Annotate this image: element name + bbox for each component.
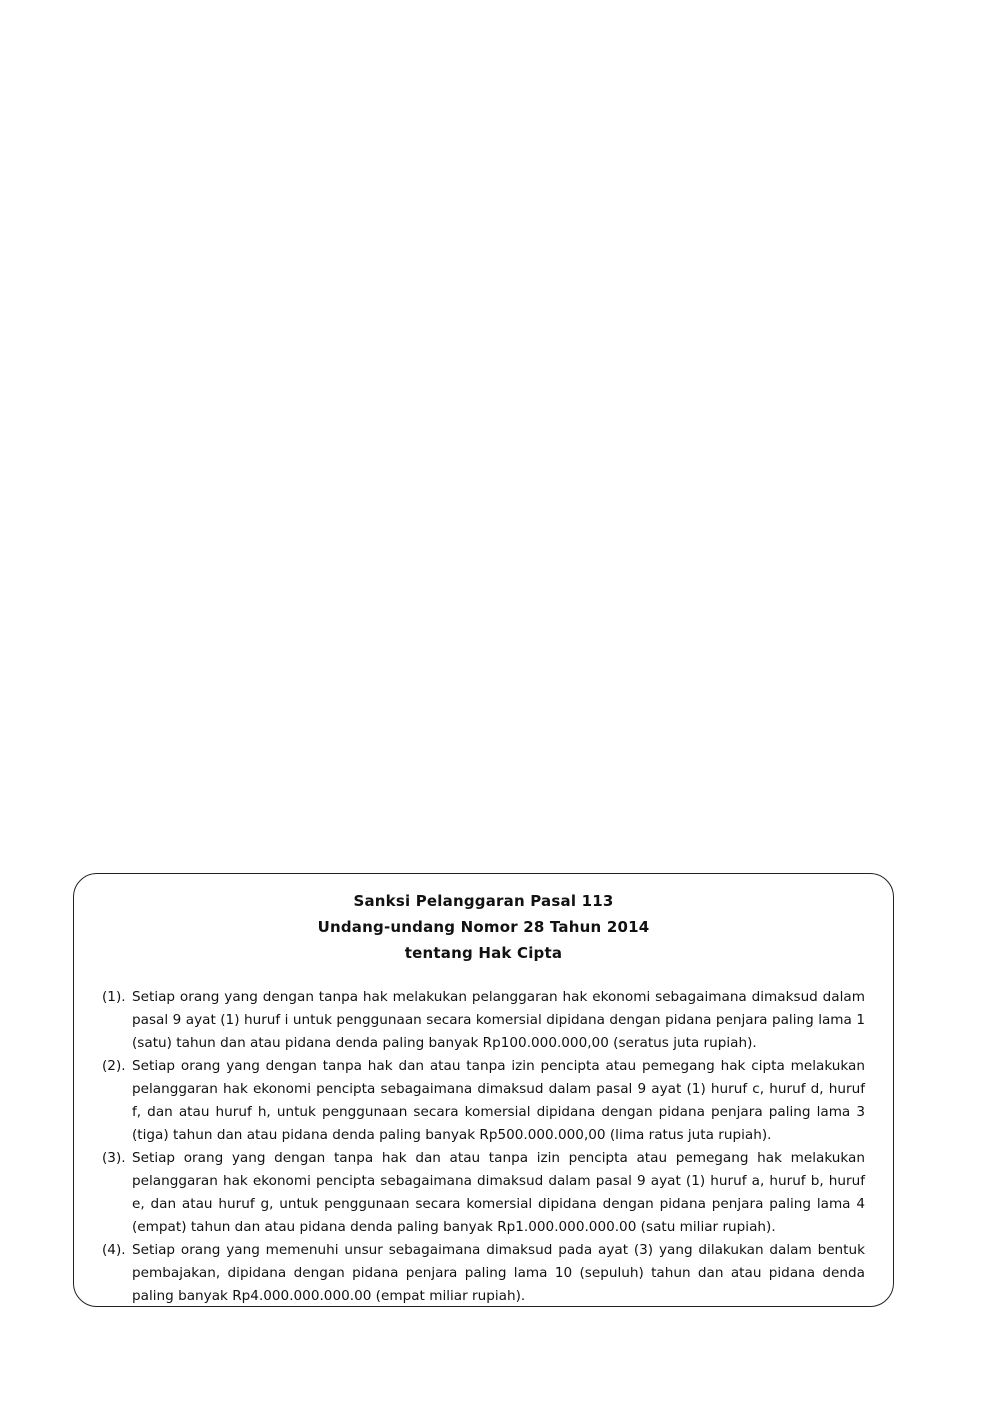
clause-item: [102, 1147, 865, 1239]
notice-title-line: tentang Hak Cipta: [404, 944, 563, 962]
clause-list: [102, 986, 865, 1308]
clause-number: (1).: [102, 989, 126, 1005]
notice-title: [102, 888, 865, 966]
clause-item: [102, 986, 865, 1055]
copyright-sanction-notice: [73, 873, 894, 1307]
clause-text: Setiap orang yang dengan tanpa hak dan atau tanpa izin pencipta atau pemegang hak cipta melakukan pelanggaran hak ekonomi pencipta sebagaimana dimaksud dalam pasal 9 ayat (1) huruf c, huruf d, huruf f, dan atau huruf h, untuk penggunaan secara komersial dipidana dengan pidana penjara paling lama 3 (tiga) tahun dan atau pidana denda paling banyak Rp500.000.000,00 (lima ratus juta rupiah).: [132, 1058, 865, 1143]
notice-title-line: Sanksi Pelanggaran Pasal 113: [353, 892, 614, 910]
clause-item: [102, 1055, 865, 1147]
clause-number: (2).: [102, 1058, 126, 1074]
clause-number: (4).: [102, 1242, 126, 1258]
clause-text: Setiap orang yang dengan tanpa hak dan atau tanpa izin pencipta atau pemegang hak melakukan pelanggaran hak ekonomi pencipta sebagaimana dimaksud dalam pasal 9 ayat (1) huruf a, huruf b, huruf e, dan atau huruf g, untuk penggunaan secara komersial dipidana dengan pidana penjara paling lama 4 (empat) tahun dan atau pidana denda paling banyak Rp1.000.000.000.00 (satu miliar rupiah).: [132, 1150, 865, 1235]
clause-number: (3).: [102, 1150, 126, 1166]
notice-title-line: Undang-undang Nomor 28 Tahun 2014: [317, 918, 650, 936]
clause-item: [102, 1239, 865, 1308]
clause-text: Setiap orang yang memenuhi unsur sebagaimana dimaksud pada ayat (3) yang dilakukan dalam bentuk pembajakan, dipidana dengan pidana penjara paling lama 10 (sepuluh) tahun dan atau pidana denda paling banyak Rp4.000.000.000.00 (empat miliar rupiah).: [132, 1242, 865, 1304]
clause-text: Setiap orang yang dengan tanpa hak melakukan pelanggaran hak ekonomi sebagaimana dimaksud dalam pasal 9 ayat (1) huruf i untuk penggunaan secara komersial dipidana dengan pidana penjara paling lama 1 (satu) tahun dan atau pidana denda paling banyak Rp100.000.000,00 (seratus juta rupiah).: [132, 989, 865, 1051]
